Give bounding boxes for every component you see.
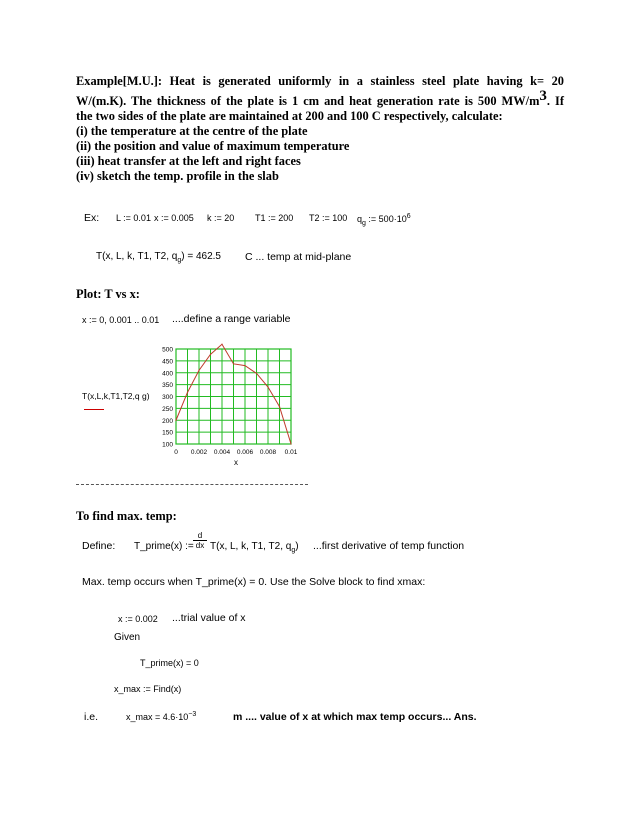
plot-heading: Plot: T vs x: (76, 287, 140, 301)
chart-series-legend-line (84, 409, 104, 410)
chart-data-point (175, 420, 176, 421)
def-x: x := 0.005 (154, 213, 194, 223)
chart-y-tick-label: 350 (162, 382, 173, 390)
chart-data-point (256, 373, 257, 374)
chart-data-point (187, 392, 188, 393)
problem-line-4: (i) the temperature at the centre of the plate (76, 124, 308, 139)
chart-y-tick-label: 200 (162, 417, 173, 425)
chart-data-point (233, 363, 234, 364)
chart-x-tick-label: 0.004 (213, 449, 231, 456)
chart-y-tick-label: 100 (162, 441, 173, 449)
chart-x-tick-label: 0 (174, 449, 178, 456)
def-L: L := 0.01 (116, 213, 151, 223)
xmax-result: x_max = $4.6\cdot 10^{-3}$ (126, 711, 197, 722)
max-heading: To find max. temp: (76, 509, 177, 523)
chart-data-point (279, 406, 280, 407)
range-definition: x := 0, 0.001 .. 0.01 (82, 315, 160, 325)
derivative-denominator: dx (193, 540, 207, 550)
solve-equation: T_prime(x) = 0 (140, 658, 199, 668)
example-label: Ex: (84, 212, 100, 224)
chart-y-tick-label: 450 (162, 358, 173, 366)
instruction-text: Max. temp occurs when T_prime(x) = 0. Use the Solve block to find xmax: (82, 576, 426, 588)
range-note: ....define a range variable (172, 313, 291, 325)
trial-value: x := 0.002 (118, 614, 158, 624)
answer-text: m .... value of x at which max temp occurs... Ans. (233, 711, 477, 723)
chart-data-point (267, 386, 268, 387)
chart-x-tick-label: 0.01 (284, 449, 298, 456)
problem-line-2: W/(m.K). The thickness of the plate is 1 cm and heat generation rate is 500 $MW/m^3$. If (76, 88, 564, 109)
chart-x-tick-label: 0.002 (190, 449, 208, 456)
define-lhs: T_prime(x) := (134, 541, 194, 552)
chart-y-axis-label: T(x,L,k,T1,T2,q g) (82, 391, 150, 401)
chart-data-point (290, 443, 291, 444)
def-T1: T1 := 200 (255, 213, 294, 223)
given-keyword: Given (114, 632, 141, 643)
chart-y-tick-label: 250 (162, 405, 173, 413)
midplane-expression: T(x, L, k, T1, T2, $q_g) = 462.5$ (96, 251, 221, 264)
chart-y-tick-label: 400 (162, 370, 173, 378)
find-expression: x_max := Find(x) (114, 684, 182, 694)
chart-x-tick-labels (174, 449, 298, 456)
chart-y-tick-label: 500 (162, 346, 173, 354)
section-divider (76, 484, 308, 485)
chart-x-tick-label: 0.006 (236, 449, 254, 456)
problem-line-1: Example[M.U.]: Heat is generated uniformly in a stainless steel plate having k= 20 (76, 74, 564, 88)
chart-data-point (221, 344, 222, 345)
chart-data-point (210, 354, 211, 355)
derivative-operator (193, 531, 207, 550)
define-rhs: T(x, L, k, T1, T2, $q_g$) (210, 541, 299, 554)
problem-line-7: (iv) sketch the temp. profile in the slab (76, 169, 279, 184)
chart-y-tick-labels (162, 347, 173, 449)
derivative-numerator: d (197, 531, 203, 540)
problem-line-5: (ii) the position and value of maximum temperature (76, 139, 350, 154)
def-k: k := 20 (207, 213, 235, 223)
chart-y-tick-label: 150 (162, 429, 173, 437)
chart-x-axis-label: x (234, 458, 238, 467)
midplane-note: C ... temp at mid-plane (245, 251, 352, 263)
problem-line-3: the two sides of the plate are maintained at 200 and 100 C respectively, calculate: (76, 109, 503, 124)
chart-x-tick-label: 0.008 (259, 449, 277, 456)
def-T2: T2 := 100 (309, 213, 348, 223)
chart-data-point (198, 370, 199, 371)
trial-note: ...trial value of x (172, 612, 246, 624)
problem-line-6: (iii) heat transfer at the left and right faces (76, 154, 301, 169)
chart-y-tick-label: 300 (162, 394, 173, 401)
ie-label: i.e. (84, 711, 99, 723)
define-note: ...first derivative of temp function (313, 540, 465, 552)
def-qg: $q_g$ := $500\cdot 10^6$ (357, 213, 411, 227)
define-label: Define: (82, 540, 116, 552)
chart-data-point (244, 365, 245, 366)
